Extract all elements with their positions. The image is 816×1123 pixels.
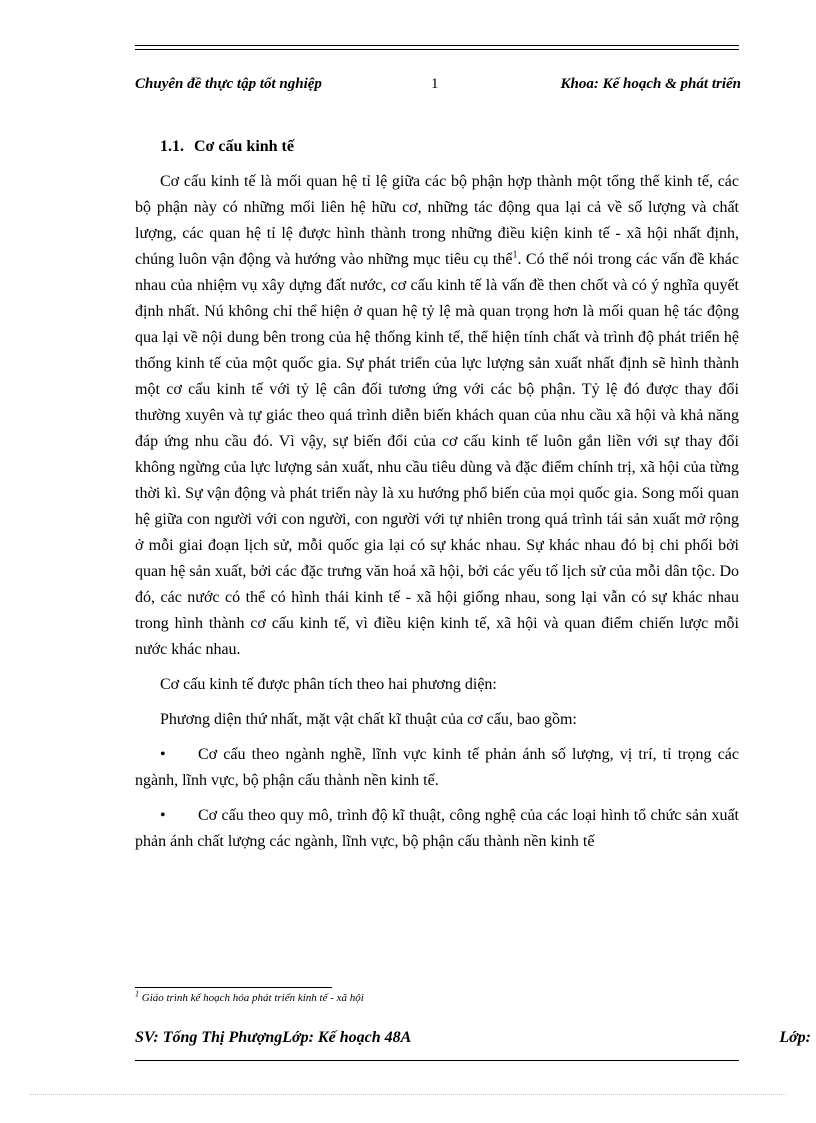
page-footer [135, 1029, 811, 1051]
section-number: 1.1. [160, 138, 184, 155]
bullet-text: Cơ cấu theo ngành nghề, lĩnh vực kinh tế phản ánh số lượng, vị trí, tỉ trọng các ngành, lĩnh vực, bộ phận cấu thành nền kinh tế. [135, 746, 739, 789]
header-document-type: Chuyên đề thực tập tốt nghiệp [135, 76, 322, 92]
bullet-item [135, 803, 739, 855]
paragraph-first-aspect: Phương diện thứ nhất, mặt vật chất kĩ thuật của cơ cấu, bao gồm: [160, 711, 577, 728]
footnote-number: 1 [135, 989, 139, 999]
section-title: Cơ cấu kinh tế [194, 138, 294, 155]
page-body [135, 138, 739, 855]
page-header [135, 76, 741, 98]
footnote [135, 989, 364, 1004]
footer-class-label: Lớp: [779, 1029, 811, 1046]
footer-rule [135, 1060, 739, 1061]
bullet-icon: • [160, 807, 166, 824]
paragraph-definition [135, 169, 739, 663]
header-rule-thick [135, 45, 739, 46]
paragraph-text: . Có thể nói trong các vấn đề khác nhau của nhiệm vụ xây dựng đất nước, cơ cấu kinh tế là vấn đề then chốt và có ý nghĩa quyết định nhất. Nú không chỉ thể hiện ở quan hệ tỷ lệ mà quan trọng hơn là mối quan hệ tác động qua lại về nội dung bên trong của hệ thống kinh tế, thể hiện tính chất và trình độ phát triển hệ thống kinh tế của một quốc gia. Sự phát triển của lực lượng sản xuất nhất định sẽ hình thành một cơ cấu kinh tế với tỷ lệ cân đối tương ứng với các bộ phận. Tỷ lệ đó được thay đổi thường xuyên và tự giác theo quá trình diễn biến khách quan của nhu cầu xã hội và khả năng đáp ứng nhu cầu đó. Vì vậy, sự biến đổi của cơ cấu kinh tế luôn gắn liền với sự thay đổi không ngừng của lực lượng sản xuất, nhu cầu tiêu dùng và đặc điểm chính trị, xã hội của từng thời kì. Sự vận động và phát triển này là xu hướng phổ biến của mọi quốc gia. Song mối quan hệ giữa con người với con người, con người với tự nhiên trong quá trình tái sản xuất mở rộng ở mỗi giai đoạn lịch sử, mỗi quốc gia lại có sự khác nhau. Sự khác nhau đó bị chi phối bởi quan hệ sản xuất, bởi các đặc trưng văn hoá xã hội, bởi các yếu tố lịch sử của mỗi dân tộc. Do đó, các nước có thể có hình thái kinh tế - xã hội giống nhau, song lại vẫn có sự khác nhau trong hình thành cơ cấu kinh tế, vì điều kiện kinh tế, xã hội và quan điểm chiến lược mỗi nước khác nhau. [135, 251, 740, 658]
paragraph-text: Cơ cấu kinh tế là mối quan hệ tỉ lệ giữa các bộ phận hợp thành một tổng thể kinh tế, các bộ phận này có những mối liên hệ hữu cơ, những tác động qua lại cả về số lượng và chất lượng, các quan hệ tỉ lệ được hình thành trong những điều kiện kinh tế - xã hội nhất định, chúng luôn vận động và hướng vào những mục tiêu cụ thể [135, 173, 739, 268]
bullet-icon: • [160, 746, 166, 763]
bullet-item [135, 742, 739, 794]
paragraph-aspects-intro: Cơ cấu kinh tế được phân tích theo hai phương diện: [160, 676, 497, 693]
footer-student: SV: Tống Thị PhượngLớp: Kế hoạch 48A [135, 1029, 412, 1046]
section-heading [160, 138, 739, 156]
header-faculty: Khoa: Kế hoạch & phát triển [560, 76, 741, 92]
header-rule-thin [135, 49, 739, 50]
bullet-text: Cơ cấu theo quy mô, trình độ kĩ thuật, công nghệ của các loại hình tổ chức sản xuất phản ánh chất lượng các ngành, lĩnh vực, bộ phận cấu thành nền kinh tế [135, 807, 739, 850]
header-page-number: 1 [431, 76, 439, 92]
page-boundary [30, 1094, 786, 1095]
footnote-separator [135, 987, 332, 988]
footnote-text: Giáo trình kế hoạch hóa phát triển kinh tế - xã hội [141, 992, 364, 1004]
footnote-reference[interactable]: 1 [512, 249, 518, 261]
